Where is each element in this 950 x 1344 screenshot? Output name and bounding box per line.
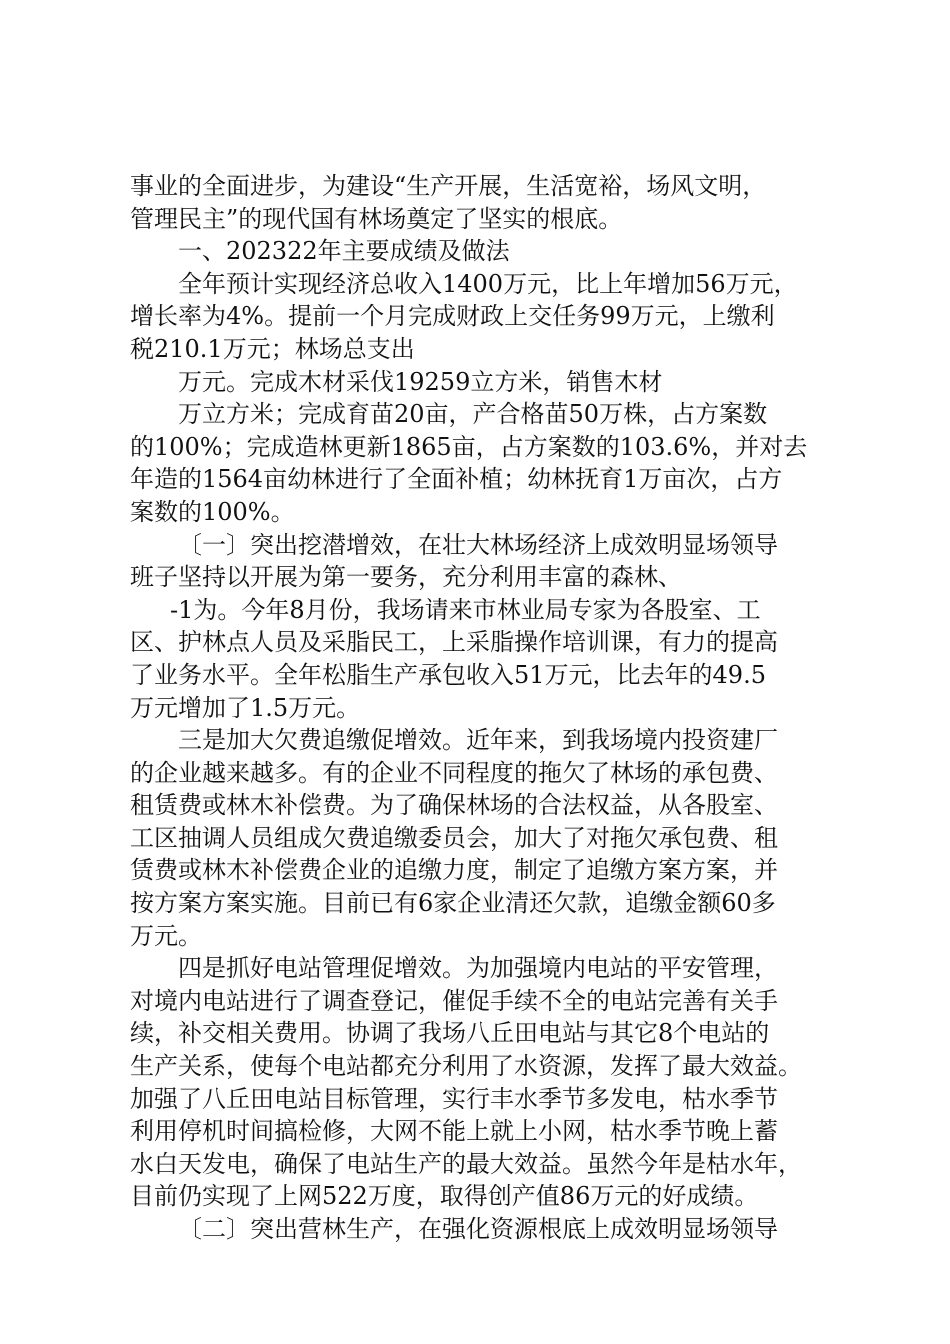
text-line: 对境内电站进行了调查登记，催促手续不全的电站完善有关手 (130, 986, 778, 1015)
text-line: 案数的100%。 (130, 497, 295, 526)
text-line: 税210.1万元；林场总支出 (130, 334, 415, 363)
text-line: 万立方米；完成育苗20亩，产合格苗50万株，占方案数 (178, 400, 768, 429)
text-line: 续，补交相关费用。协调了我场八丘田电站与其它8个电站的 (130, 1019, 770, 1048)
text-line: 按方案方案实施。目前已有6家企业清还欠款，追缴金额60多 (130, 889, 776, 918)
text-line: 水白天发电，确保了电站生产的最大效益。虽然今年是枯水年， (130, 1149, 802, 1178)
text-line: 〔二〕突出营林生产，在强化资源根底上成效明显场领导 (178, 1215, 778, 1243)
text-line: 事业的全面进步，为建设“生产开展，生活宽裕，场风文明， (130, 172, 767, 200)
text-line: 赁费或林木补偿费企业的追缴力度，制定了追缴方案方案，并 (130, 856, 778, 885)
text-line: 万元增加了1.5万元。 (130, 693, 361, 722)
text-line: 目前仍实现了上网522万度，取得创产值86万元的好成绩。 (130, 1182, 759, 1211)
text-line: 全年预计实现经济总收入1400万元，比上年增加56万元， (178, 269, 798, 298)
text-line: 工区抽调人员组成欠费追缴委员会，加大了对拖欠承包费、租 (130, 823, 778, 852)
text-line: 的企业越来越多。有的企业不同程度的拖欠了林场的承包费、 (130, 758, 778, 787)
document-body (130, 170, 850, 1246)
text-line: 利用停机时间搞检修，大网不能上就上小网，枯水季节晚上蓄 (130, 1117, 778, 1146)
text-line: 四是抓好电站管理促增效。为加强境内电站的平安管理， (178, 954, 778, 983)
text-line: 的100%；完成造林更新1865亩，占方案数的103.6%，并对去 (130, 432, 808, 461)
text-line: 年造的1564亩幼林进行了全面补植；幼林抚育1万亩次，占方 (130, 465, 783, 494)
text-line: 班子坚持以开展为第一要务，充分利用丰富的森林、 (130, 563, 682, 592)
text-line: 区、护林点人员及采脂民工，上采脂操作培训课，有力的提高 (130, 628, 778, 657)
text-line: 增长率为4%。提前一个月完成财政上交任务99万元，上缴利 (130, 302, 775, 331)
text-line: 一、202322年主要成绩及做法 (178, 237, 510, 266)
text-line: 〔一〕突出挖潜增效，在壮大林场经济上成效明显场领导 (178, 530, 778, 559)
text-line: 生产关系，使每个电站都充分利用了水资源，发挥了最大效益。 (130, 1052, 802, 1081)
text-line: 三是加大欠费追缴促增效。近年来，到我场境内投资建厂 (178, 726, 778, 755)
text-line: 了业务水平。全年松脂生产承包收入51万元，比去年的49.5 (130, 660, 766, 689)
text-line: 租赁费或林木补偿费。为了确保林场的合法权益，从各股室、 (130, 791, 778, 820)
text-line: 加强了八丘田电站目标管理，实行丰水季节多发电，枯水季节 (130, 1084, 778, 1113)
text-line: 万元。 (130, 921, 202, 950)
text-line: 管理民主”的现代国有林场奠定了坚实的根底。 (130, 204, 623, 233)
text-line: -1为。今年8月份，我场请来市林业局专家为各股室、工 (170, 595, 761, 624)
text-line: 万元。完成木材采伐19259立方米，销售木材 (178, 367, 663, 396)
